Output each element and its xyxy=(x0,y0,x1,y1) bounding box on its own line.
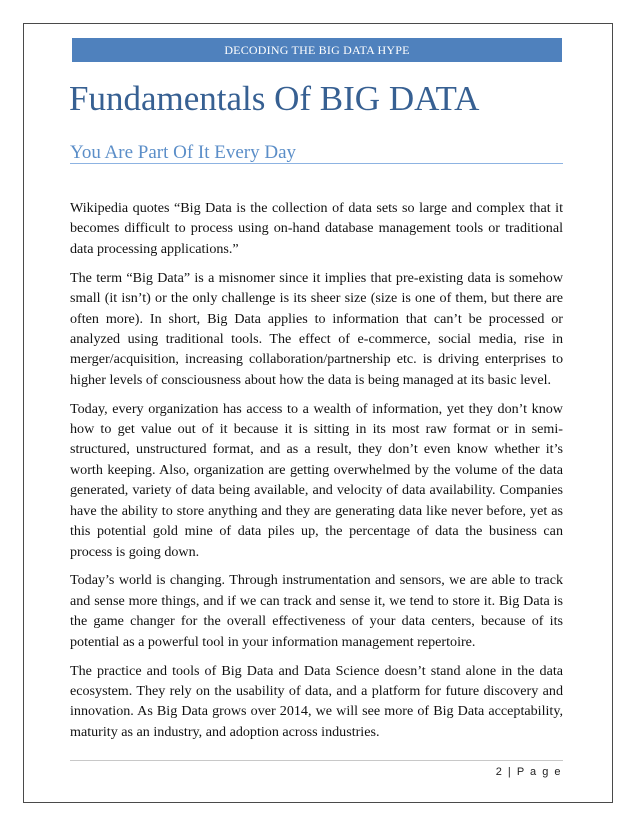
page-title: Fundamentals Of BIG DATA xyxy=(69,79,480,118)
paragraph-practice-tools: The practice and tools of Big Data and Data Science doesn’t stand alone in the data ecosystem. They rely on the usability of data, and a platform for future discovery and innovation. As Big Data grows over 2014, we will see more of Big Data acceptability, maturity as an industry, and adoption across industries. xyxy=(70,662,563,740)
page-number: 2 | P a g e xyxy=(495,766,562,778)
running-header-label: DECODING THE BIG DATA HYPE xyxy=(224,42,410,57)
paragraph-organizations: Today, every organization has access to a wealth of information, yet they don’t know how to get value out of it because it is sitting in its most raw format or in semi-structured, unstructured format, and as a result, they don’t even know whether it’s worth keeping. Also, organization are getting overwhelmed by the volume of the data generated, variety of data being available, and velocity of data availability. Companies have the ability to store anything and they are generating data like never before, yet as this potential gold mine of data piles up, the percentage of data the business can process is going down. xyxy=(70,400,563,560)
paragraph-misnomer: The term “Big Data” is a misnomer since it implies that pre-existing data is somehow small (it isn’t) or the only challenge is its sheer size (size is one of them, but there are often more). In short, Big Data applies to information that can’t be processed or analyzed using traditional tools. The effect of e-commerce, social media, rise in merger/acquisition, increasing collaboration/partnership etc. is driving enterprises to higher levels of consciousness about how the data is being managed at its basic level. xyxy=(70,269,563,388)
body-text xyxy=(70,198,563,751)
paragraph-wikipedia-quote: Wikipedia quotes “Big Data is the collection of data sets so large and complex that it becomes difficult to process using on-hand database management tools or traditional data processing applications.” xyxy=(70,200,563,257)
footer-divider xyxy=(70,760,563,761)
page-subtitle: You Are Part Of It Every Day xyxy=(70,142,297,163)
running-header xyxy=(72,38,562,62)
subtitle-divider xyxy=(70,163,563,164)
paragraph-world-changing: Today’s world is changing. Through instrumentation and sensors, we are able to track and sense more things, and if we can track and sense it, we tend to store it. Big Data is the game changer for the overall effectiveness of your data centers, because of its potential as a powerful tool in your information management repertoire. xyxy=(70,572,563,650)
